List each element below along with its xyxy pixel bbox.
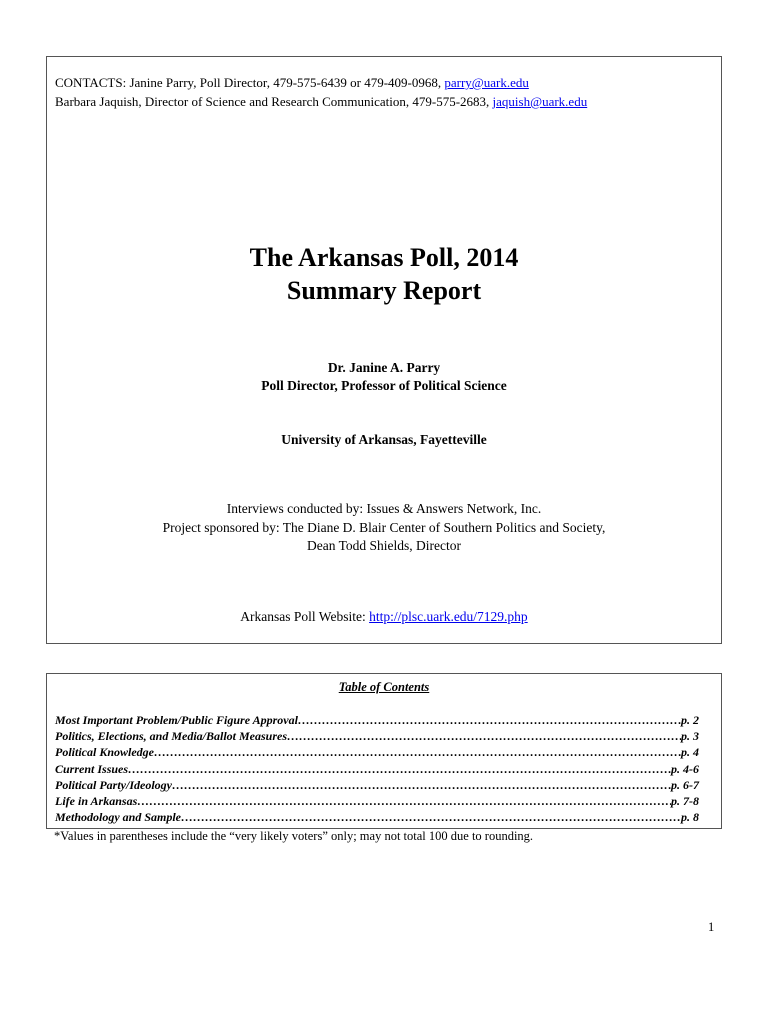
credits-block xyxy=(47,500,721,556)
toc-item[interactable] xyxy=(55,793,699,809)
toc-item-page: p. 4 xyxy=(681,745,699,760)
toc-item[interactable] xyxy=(55,728,699,744)
sponsor-credit: Project sponsored by: The Diane D. Blair Center of Southern Politics and Society, xyxy=(162,519,606,535)
toc-leader xyxy=(154,744,681,760)
toc-leader xyxy=(128,761,671,777)
toc-item-page: p. 7-8 xyxy=(671,794,699,809)
author-role: Poll Director, Professor of Political Science xyxy=(261,378,507,393)
author-name: Dr. Janine A. Parry xyxy=(327,360,441,375)
toc-item-page: p. 3 xyxy=(681,729,699,744)
toc-item-label: Current Issues xyxy=(55,761,129,776)
website-label: Arkansas Poll Website: xyxy=(240,609,370,624)
contact-parry-text: CONTACTS: Janine Parry, Poll Director, 479-575-6439 or 479-409-0968, xyxy=(55,75,445,90)
toc-list xyxy=(55,712,699,825)
toc-item-page: p. 4-6 xyxy=(671,761,699,776)
jaquish-email-link[interactable]: jaquish@uark.edu xyxy=(492,94,588,109)
title-line-2: Summary Report xyxy=(286,276,482,305)
toc-item-page: p. 2 xyxy=(681,713,699,727)
contact-line-jaquish xyxy=(55,92,587,111)
toc-leader xyxy=(287,728,681,744)
parry-email-link[interactable]: parry@uark.edu xyxy=(444,75,529,90)
toc-box xyxy=(46,673,722,829)
toc-item[interactable] xyxy=(55,777,699,793)
toc-item-label: Politics, Elections, and Media/Ballot Measures xyxy=(55,729,288,744)
contacts-block xyxy=(55,73,587,111)
toc-item[interactable] xyxy=(55,761,699,777)
author-block xyxy=(47,359,721,395)
toc-item-label: Life in Arkansas xyxy=(55,794,138,809)
contact-jaquish-text: Barbara Jaquish, Director of Science and Research Communication, 479-575-2683, xyxy=(55,94,493,109)
rounding-note: *Values in parentheses include the “very likely voters” only; may not total 100 due to rounding. xyxy=(54,829,534,843)
toc-leader xyxy=(137,793,671,809)
toc-item[interactable] xyxy=(55,712,699,728)
cover-box xyxy=(46,56,722,644)
toc-leader xyxy=(181,809,681,825)
director-credit: Dean Todd Shields, Director xyxy=(306,538,462,553)
contact-line-parry xyxy=(55,73,587,92)
report-title xyxy=(47,241,721,307)
toc-item-page: p. 6-7 xyxy=(671,777,699,792)
toc-leader xyxy=(172,777,671,793)
title-line-1: The Arkansas Poll, 2014 xyxy=(249,243,519,272)
toc-title: Table of Contents xyxy=(338,680,430,694)
toc-item-label: Most Important Problem/Public Figure Approval xyxy=(55,713,298,727)
toc-leader xyxy=(298,712,681,728)
university-name: University of Arkansas, Fayetteville xyxy=(281,432,487,447)
website-line xyxy=(47,608,721,626)
page-number: 1 xyxy=(708,920,715,934)
interviews-credit: Interviews conducted by: Issues & Answers Network, Inc. xyxy=(226,501,542,516)
toc-item-label: Political Party/Ideology xyxy=(55,777,172,792)
toc-item-label: Methodology and Sample xyxy=(55,810,182,825)
toc-item[interactable] xyxy=(55,744,699,760)
website-link[interactable]: http://plsc.uark.edu/7129.php xyxy=(369,609,528,624)
toc-item-page: p. 8 xyxy=(681,810,699,825)
toc-item[interactable] xyxy=(55,809,699,825)
toc-item-label: Political Knowledge xyxy=(55,745,154,760)
